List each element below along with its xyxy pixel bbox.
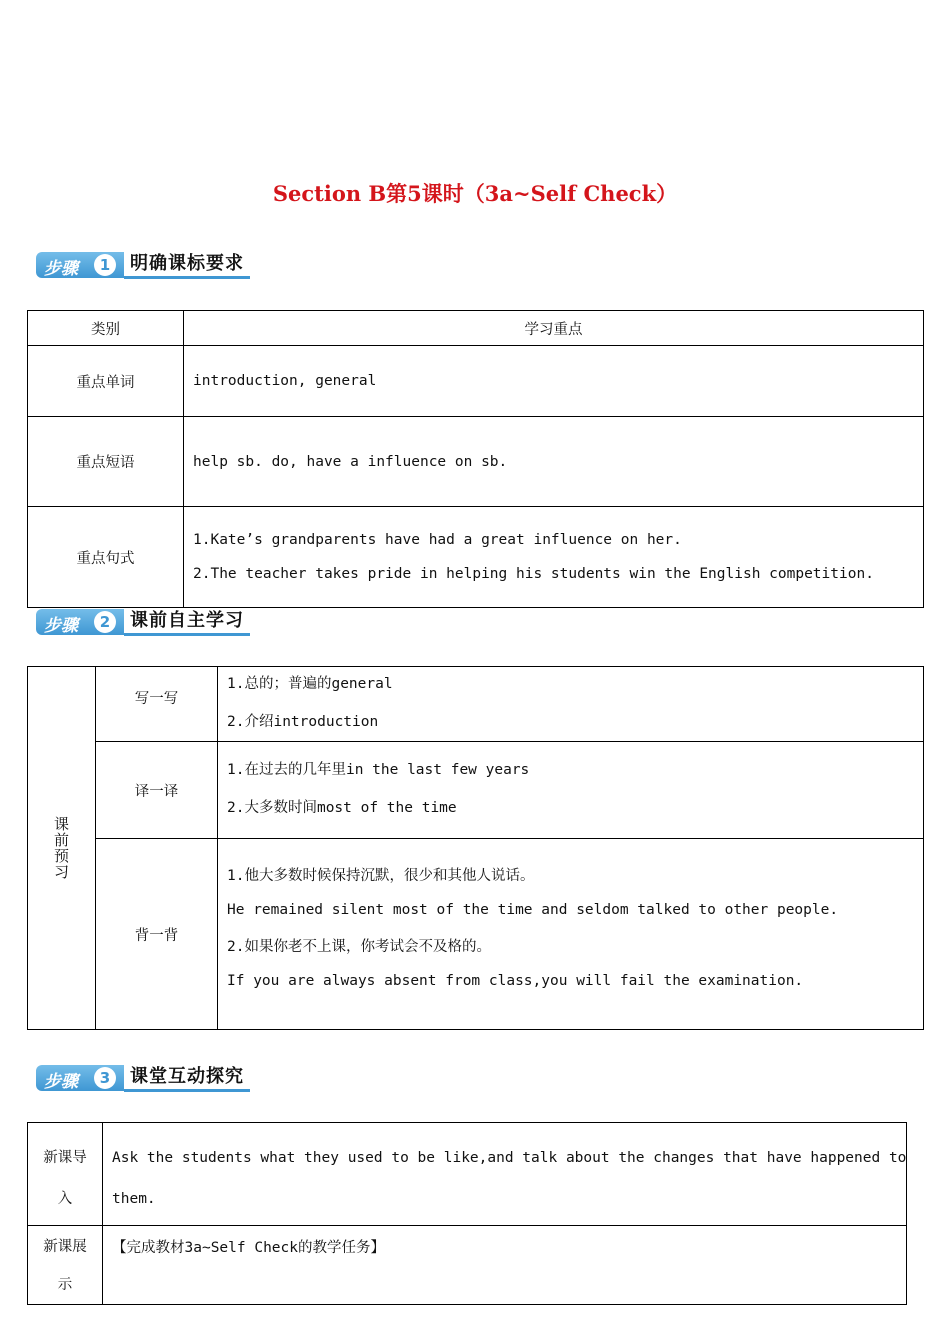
row-label: 写一写 xyxy=(96,667,218,742)
step-1-header xyxy=(36,252,250,278)
row-label: 新课导 入 xyxy=(28,1123,103,1226)
step-number: 1 xyxy=(94,254,116,276)
content-line: 2.The teacher takes pride in helping his students win the English competition. xyxy=(193,566,874,582)
row-category: 重点短语 xyxy=(28,417,184,507)
row-category: 重点单词 xyxy=(28,346,184,417)
content-line: them. xyxy=(112,1191,156,1207)
step-2-header xyxy=(36,609,250,635)
row-content xyxy=(218,839,924,1030)
step-label: 课前自主学习 xyxy=(124,609,250,636)
preview-table xyxy=(27,666,924,1030)
content-line: 1.他大多数时候保持沉默，很少和其他人说话。 xyxy=(227,868,535,884)
row-content xyxy=(184,417,924,507)
content-line: 2.介绍introduction xyxy=(227,714,379,730)
table-row xyxy=(28,1226,907,1305)
header-category: 类别 xyxy=(28,311,184,346)
row-category: 重点句式 xyxy=(28,507,184,608)
page-title: Section B第5课时（3a~Self Check） xyxy=(272,181,678,206)
step-badge xyxy=(36,1065,124,1091)
row-content xyxy=(184,507,924,608)
step-word: 步骤 xyxy=(44,616,78,636)
step-word: 步骤 xyxy=(44,1072,78,1092)
table-row xyxy=(28,1123,907,1226)
step-badge xyxy=(36,252,124,278)
table-row xyxy=(28,346,924,417)
table-row xyxy=(28,417,924,507)
row-label: 背一背 xyxy=(96,839,218,1030)
table-header-row xyxy=(28,311,924,346)
row-content xyxy=(184,346,924,417)
row-content xyxy=(103,1226,907,1305)
step-badge xyxy=(36,609,124,635)
step-word: 步骤 xyxy=(44,259,78,279)
content-line: help sb. do, have a influence on sb. xyxy=(193,453,508,470)
content-line: He remained silent most of the time and seldom talked to other people. xyxy=(227,902,839,918)
row-label: 新课展 示 xyxy=(28,1226,103,1305)
preview-section-label: 课前预习 xyxy=(28,667,96,1030)
row-content xyxy=(218,667,924,742)
content-line: 2.如果你老不上课，你考试会不及格的。 xyxy=(227,939,491,955)
header-focus: 学习重点 xyxy=(184,311,924,346)
content-line: 1.在过去的几年里in the last few years xyxy=(227,762,530,778)
classroom-table xyxy=(27,1122,907,1305)
step-number: 2 xyxy=(94,611,116,633)
table-row xyxy=(28,742,924,839)
row-content xyxy=(103,1123,907,1226)
content-line: introduction, general xyxy=(193,373,377,389)
step-number: 3 xyxy=(94,1067,116,1089)
step-label: 课堂互动探究 xyxy=(124,1065,250,1092)
step-label: 明确课标要求 xyxy=(124,252,250,279)
content-line: Ask the students what they used to be like,and talk about the changes that have happened to xyxy=(112,1150,907,1166)
key-points-table xyxy=(27,310,924,608)
content-line: 1.总的；普遍的general xyxy=(227,676,393,692)
content-line: If you are always absent from class,you will fail the examination. xyxy=(227,973,804,989)
content-line: 【完成教材3a~Self Check的教学任务】 xyxy=(112,1240,385,1256)
table-row xyxy=(28,667,924,742)
table-row xyxy=(28,839,924,1030)
row-label: 译一译 xyxy=(96,742,218,839)
content-line: 2.大多数时间most of the time xyxy=(227,800,457,816)
step-3-header xyxy=(36,1065,250,1091)
content-line: 1.Kate’s grandparents have had a great influence on her. xyxy=(193,532,682,548)
row-content xyxy=(218,742,924,839)
table-row xyxy=(28,507,924,608)
